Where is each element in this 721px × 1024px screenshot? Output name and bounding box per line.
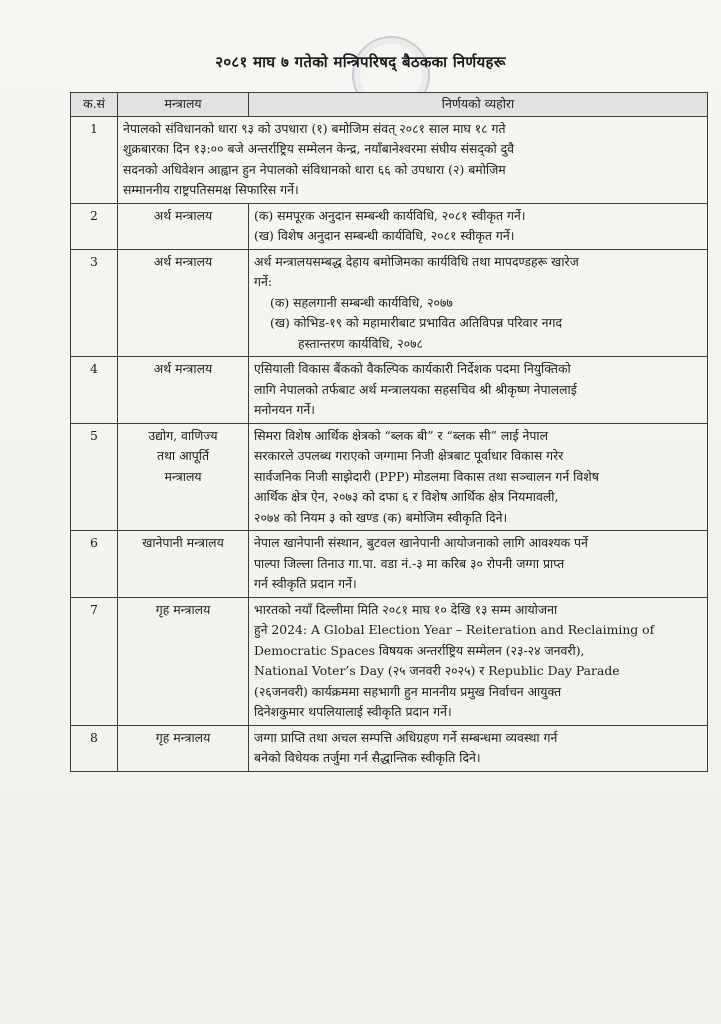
- text-line: हस्तान्तरण कार्यविधि, २०७८: [298, 335, 424, 351]
- table-row: [71, 116, 708, 203]
- decision-text: [249, 249, 708, 357]
- decision-text: [249, 725, 708, 771]
- text-line: सदनको अधिवेशन आह्वान हुन नेपालको संविधानको धारा ६६ को उपधारा (२) बमोजिम: [123, 161, 506, 177]
- text-line: सरकारले उपलब्ध गराएको जग्गामा निजी क्षेत्रबाट पूर्वाधार विकास गरेर: [254, 448, 564, 463]
- text-line: नेपाल खानेपानी संस्थान, बुटवल खानेपानी आयोजनाको लागि आवश्यक पर्ने: [254, 535, 588, 550]
- table-row: [71, 203, 708, 249]
- decisions-table: [70, 92, 708, 772]
- text-line: सम्माननीय राष्ट्रपतिसमक्ष सिफारिस गर्ने।: [123, 182, 299, 197]
- decision-text: [249, 357, 708, 424]
- text-line: (क) सहलगानी सम्बन्धी कार्यविधि, २०७७: [270, 294, 453, 310]
- text-line: मनोनयन गर्ने।: [254, 402, 315, 417]
- text-line: (ख) विशेष अनुदान सम्बन्धी कार्यविधि, २०८१ स्वीकृत गर्ने।: [254, 228, 515, 243]
- ministry-name: गृह मन्त्रालय: [118, 597, 249, 725]
- text-line: गर्न स्वीकृति प्रदान गर्ने।: [254, 576, 357, 591]
- row-number: 5: [71, 423, 118, 531]
- decision-text: [249, 423, 708, 531]
- text-line: जग्गा प्राप्ति तथा अचल सम्पत्ति अधिग्रहण गर्ने सम्बन्धमा व्यवस्था गर्न: [254, 729, 558, 745]
- row-number: 1: [71, 116, 118, 203]
- decision-text: [249, 531, 708, 598]
- header-number: क.सं: [71, 93, 118, 117]
- ministry-line: तथा आपूर्ति: [156, 448, 210, 463]
- text-line: दिनेशकुमार थपलियालाई स्वीकृति प्रदान गर्ने।: [254, 704, 452, 719]
- table-row: [71, 531, 708, 598]
- table-row: [71, 725, 708, 771]
- row-number: 7: [71, 597, 118, 725]
- ministry-name: गृह मन्त्रालय: [118, 725, 249, 771]
- text-line: National Voter’s Day (२५ जनवरी २०२५) र Republic Day Parade: [254, 663, 620, 678]
- header-ministry: मन्त्रालय: [118, 93, 249, 117]
- text-line: आर्थिक क्षेत्र ऐन, २०७३ को दफा ६ र विशेष आर्थिक क्षेत्र नियमावली,: [254, 489, 559, 504]
- text-line: भारतको नयाँ दिल्लीमा मिति २०८१ माघ १० देखि १३ सम्म आयोजना: [254, 601, 558, 617]
- page-title: २०८१ माघ ७ गतेको मन्त्रिपरिषद् बैठकका निर्णयहरू: [215, 53, 506, 71]
- text-line: पाल्पा जिल्ला तिनाउ गा.पा. वडा नं.-३ मा करिब ३० रोपनी जग्गा प्राप्त: [254, 555, 565, 571]
- text-line: (ख) कोभिड-१९ को महामारीबाट प्रभावित अतिविपन्न परिवार नगद: [270, 315, 563, 330]
- row-number: 8: [71, 725, 118, 771]
- text-line: एसियाली विकास बैंकको वैकल्पिक कार्यकारी निर्देशक पदमा नियुक्तिको: [254, 361, 571, 376]
- text-line: शुक्रबारका दिन १३:०० बजे अन्तर्राष्ट्रिय सम्मेलन केन्द्र, नयाँबानेश्वरमा संघीय संसद्को दुवै: [123, 141, 515, 156]
- table-row: [71, 597, 708, 725]
- table-row: [71, 357, 708, 424]
- text-line: अर्थ मन्त्रालयसम्बद्ध देहाय बमोजिमका कार्यविधि तथा मापदण्डहरू खारेज: [254, 253, 579, 269]
- text-line: २०७४ को नियम ३ को खण्ड (क) बमोजिम स्वीकृति दिने।: [254, 509, 508, 525]
- text-line: लागि नेपालको तर्फबाट अर्थ मन्त्रालयका सहसचिव श्री श्रीकृष्ण नेपाललाई: [254, 381, 577, 397]
- ministry-name: खानेपानी मन्त्रालय: [118, 531, 249, 598]
- table-header-row: [71, 93, 708, 117]
- ministry-name: अर्थ मन्त्रालय: [118, 249, 249, 357]
- decision-text: [249, 203, 708, 249]
- text-line: सार्वजनिक निजी साझेदारी (PPP) मोडलमा विकास तथा सञ्चालन गर्न विशेष: [254, 468, 599, 484]
- text-line: नेपालको संविधानको धारा ९३ को उपधारा (१) बमोजिम संवत् २०८१ साल माघ १८ गते: [123, 120, 506, 136]
- decision-text: [249, 597, 708, 725]
- ministry-line: उद्योग, वाणिज्य: [148, 427, 218, 443]
- row-number: 2: [71, 203, 118, 249]
- ministry-name: अर्थ मन्त्रालय: [118, 203, 249, 249]
- text-line: बनेको विधेयक तर्जुमा गर्न सैद्धान्तिक स्वीकृति दिने।: [254, 750, 481, 765]
- text-line: हुने 2024: A Global Election Year – Reiteration and Reclaiming of: [254, 622, 655, 637]
- table-row: [71, 249, 708, 357]
- row-number: 3: [71, 249, 118, 357]
- text-line: गर्ने:: [254, 274, 273, 289]
- ministry-line: मन्त्रालय: [164, 468, 202, 484]
- text-line: (२६जनवरी) कार्यक्रममा सहभागी हुन माननीय प्रमुख निर्वाचन आयुक्त: [254, 683, 562, 699]
- row-number: 4: [71, 357, 118, 424]
- text-line: Democratic Spaces विषयक अन्तर्राष्ट्रिय सम्मेलन (२३-२४ जनवरी),: [254, 642, 585, 658]
- table-row: [71, 423, 708, 531]
- header-decision: निर्णयको व्यहोरा: [249, 93, 708, 117]
- ministry-name: अर्थ मन्त्रालय: [118, 357, 249, 424]
- decision-text: [118, 116, 708, 203]
- row-number: 6: [71, 531, 118, 598]
- text-line: (क) समपूरक अनुदान सम्बन्धी कार्यविधि, २०८१ स्वीकृत गर्ने।: [254, 207, 526, 223]
- text-line: सिमरा विशेष आर्थिक क्षेत्रको “ब्लक बी” र “ब्लक सी” लाई नेपाल: [254, 427, 549, 443]
- ministry-name: [118, 423, 249, 531]
